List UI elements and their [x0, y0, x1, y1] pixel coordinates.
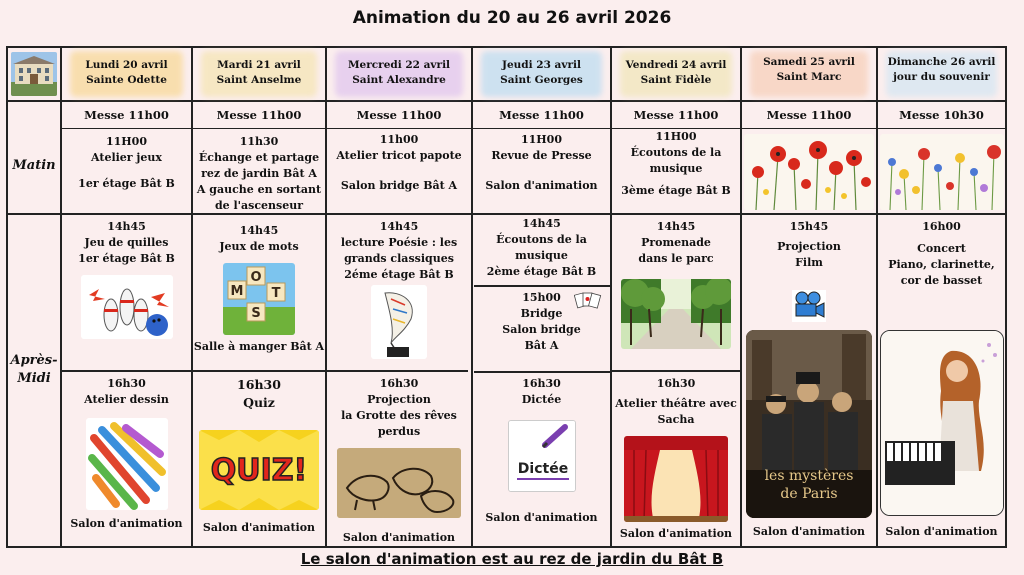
afternoon-activity-monday: [62, 219, 191, 339]
activity-time: 14h45: [107, 220, 146, 233]
activity-place: Salon d'animation: [885, 525, 998, 538]
activity-title: Dictée: [521, 392, 562, 406]
activity-time: 15h45: [789, 220, 829, 233]
activity-time: 14h45: [656, 220, 696, 233]
grid-line: [1005, 46, 1007, 548]
activity-title: Projection: [777, 239, 841, 253]
late-activity-wednesday: [327, 376, 471, 546]
grid-line: [6, 46, 8, 548]
activity-time: 15h00: [522, 291, 561, 304]
day-saint: Sainte Odette: [86, 74, 167, 87]
letter-tile: S: [251, 305, 261, 321]
activity-time: 16h30: [237, 377, 281, 392]
activity-time: 11H00: [655, 130, 697, 143]
late-activity-tuesday: [193, 376, 325, 536]
building-photo: [11, 52, 57, 96]
day-date: Mercredi 22 avril: [347, 59, 451, 71]
activity-title: perdus: [377, 424, 421, 438]
morning-activity-tuesday: [193, 134, 325, 214]
activity-title: Échange et partage: [198, 150, 320, 164]
activity-place: 2éme étage Bât B: [344, 267, 454, 281]
activity-title: Écoutons de la: [496, 232, 587, 246]
bowling-pins-image: [81, 275, 173, 339]
activity-title: Atelier théâtre avec: [615, 396, 737, 410]
day-saint: jour du souvenir: [893, 71, 990, 84]
morning-activity-monday: [62, 134, 191, 192]
activity-place: 2ème étage Bât B: [486, 264, 597, 278]
morning-activity-wednesday: [327, 132, 471, 194]
activity-place: Bât A: [524, 338, 559, 352]
activity-place: Salon bridge: [502, 322, 581, 336]
day-date: Samedi 25 avril: [763, 56, 855, 68]
day-header-tuesday: [193, 48, 325, 100]
activity-title: Bridge: [520, 306, 563, 320]
activity-time: 14h45: [522, 217, 561, 230]
messe-label: Messe 11h00: [84, 108, 169, 122]
grid-line: [60, 370, 468, 372]
quiz-word: QUIZ!: [210, 453, 308, 489]
activity-place: Salon d'animation: [342, 530, 456, 544]
messe-label: Messe 11h00: [633, 108, 719, 122]
theater-curtain-image: [624, 436, 728, 522]
grid-line: [474, 371, 610, 373]
afternoon-activity-thursday: [473, 216, 610, 280]
day-header-monday: [62, 48, 191, 100]
afternoon-activity-tuesday: [193, 223, 325, 355]
day-saint: Saint Alexandre: [352, 74, 446, 87]
activity-place: Salon d'animation: [202, 521, 316, 535]
crayons-image: [86, 418, 168, 510]
messe-label: Messe 11h00: [216, 108, 302, 122]
activity-title: Écoutons de la: [630, 145, 722, 159]
day-header-friday: [612, 48, 740, 100]
day-date: Mardi 21 avril: [217, 59, 301, 71]
grid-line: [6, 546, 1006, 548]
poster-title: les mystères: [764, 468, 854, 484]
morning-activity-friday: [612, 129, 740, 199]
activity-place: Salle à manger Bât A: [193, 339, 325, 353]
quill-inkwell-icon: [371, 285, 427, 359]
quiz-image: [199, 430, 319, 510]
afternoon-activity-wednesday: [327, 219, 471, 359]
activity-title: Projection: [367, 392, 431, 406]
messe-label: Messe 11h00: [766, 108, 852, 122]
activity-title: Atelier dessin: [84, 392, 169, 406]
day-header-saturday: [742, 48, 876, 100]
grid-line: [6, 213, 1006, 215]
activity-title: Piano, clarinette,: [888, 257, 995, 271]
messe-label: Messe 11h00: [356, 108, 442, 122]
activity-time: 14h45: [239, 224, 279, 237]
letter-tile: O: [250, 269, 262, 285]
activity-title: Jeux de mots: [219, 239, 299, 253]
messe-label: Messe 10h30: [899, 108, 984, 122]
day-header-sunday: [878, 48, 1005, 100]
activity-title: Sacha: [657, 412, 695, 426]
afternoon-activity-friday: [612, 219, 740, 349]
activity-title: musique: [515, 248, 568, 262]
activity-title: Quiz: [243, 395, 275, 411]
row-label-afternoon: Après-Midi: [10, 353, 58, 386]
activity-place: Salon d'animation: [485, 510, 598, 524]
activity-place: Salon d'animation: [70, 516, 183, 530]
movie-camera-icon: [792, 290, 826, 322]
wildflowers-image: [880, 134, 1004, 210]
activity-place: 3ème étage Bât B: [621, 183, 731, 197]
day-saint: Saint Fidèle: [640, 74, 712, 87]
cave-painting-image: [337, 448, 461, 518]
activity-time: 16h30: [656, 377, 696, 390]
footer-note: Le salon d'animation est au rez de jardin du Bât B: [300, 550, 724, 568]
row-label-morning: Matin: [12, 158, 56, 173]
morning-activity-thursday: [473, 132, 610, 194]
messe-label: Messe 11h00: [499, 108, 584, 122]
activity-place: 1er étage Bât B: [78, 176, 175, 190]
activity-note: A gauche en sortant: [196, 182, 322, 196]
grid-line: [6, 100, 1006, 102]
grid-line: [60, 128, 1006, 129]
activity-place: Salon d'animation: [619, 526, 733, 540]
day-saint: Saint Anselme: [216, 74, 302, 87]
activity-title: cor de basset: [900, 273, 983, 287]
sunday-place: [878, 524, 1005, 540]
late-activity-thursday: [473, 376, 610, 526]
day-date: Dimanche 26 avril: [887, 56, 996, 68]
late-activity-monday: [62, 376, 191, 532]
poppy-flowers-image: [744, 134, 874, 210]
pianist-image: [880, 330, 1004, 516]
grid-line: [474, 285, 610, 287]
activity-title: lecture Poésie : les: [340, 235, 458, 249]
activity-time: 11h30: [239, 135, 279, 148]
activity-title: Jeu de quilles: [84, 235, 169, 249]
activity-title: Concert: [917, 241, 966, 255]
day-header-thursday: [473, 48, 610, 100]
activity-time: 11h00: [379, 133, 419, 146]
dictee-word: Dictée: [517, 460, 568, 477]
playing-cards-icon: [574, 291, 602, 309]
saturday-place: [742, 524, 876, 540]
activity-time: 16h30: [522, 377, 561, 390]
activity-time: 11H00: [520, 133, 562, 146]
afternoon-activity-saturday: [742, 219, 876, 271]
activity-time: 11H00: [105, 135, 147, 148]
poster-title: de Paris: [780, 486, 838, 502]
activity-note: de l'ascenseur: [214, 198, 304, 212]
activity-title: grands classiques: [344, 251, 454, 265]
activity-title: dans le parc: [638, 251, 714, 265]
activity-title: Promenade: [641, 235, 711, 249]
grid-line: [610, 370, 740, 372]
letter-tile: M: [230, 283, 244, 299]
letter-tile: T: [271, 285, 281, 301]
activity-time: 16h30: [107, 377, 146, 390]
day-saint: Saint Georges: [500, 74, 583, 87]
activity-time: 16h00: [922, 220, 961, 233]
day-date: Lundi 20 avril: [85, 59, 168, 71]
word-game-image: [223, 263, 295, 335]
afternoon-activity-sunday: [878, 219, 1005, 289]
late-activity-friday: [612, 376, 740, 542]
activity-place: Salon bridge Bât A: [340, 178, 458, 192]
day-date: Jeudi 23 avril: [502, 59, 581, 71]
day-saint: Saint Marc: [776, 71, 842, 84]
activity-title: la Grotte des rêves: [341, 408, 457, 422]
activity-title: musique: [649, 161, 703, 175]
activity-place: Salon d'animation: [485, 178, 598, 192]
activity-time: 14h45: [379, 220, 419, 233]
activity-title: Revue de Presse: [491, 148, 592, 162]
dictee-image: [508, 420, 576, 492]
activity-place: Salon d'animation: [752, 525, 866, 538]
activity-title: Film: [795, 255, 823, 269]
activity-title: Atelier tricot papote: [336, 148, 462, 162]
activity-title: Atelier jeux: [91, 150, 162, 164]
day-header-wednesday: [327, 48, 471, 100]
activity-place: 1er étage Bât B: [78, 251, 175, 265]
activity-place: rez de jardin Bât A: [201, 166, 317, 180]
page-title: Animation du 20 au 26 avril 2026: [352, 8, 672, 28]
activity-time: 16h30: [379, 377, 419, 390]
movie-poster-image: [746, 330, 872, 518]
day-date: Vendredi 24 avril: [625, 59, 727, 71]
park-alley-image: [621, 279, 731, 349]
